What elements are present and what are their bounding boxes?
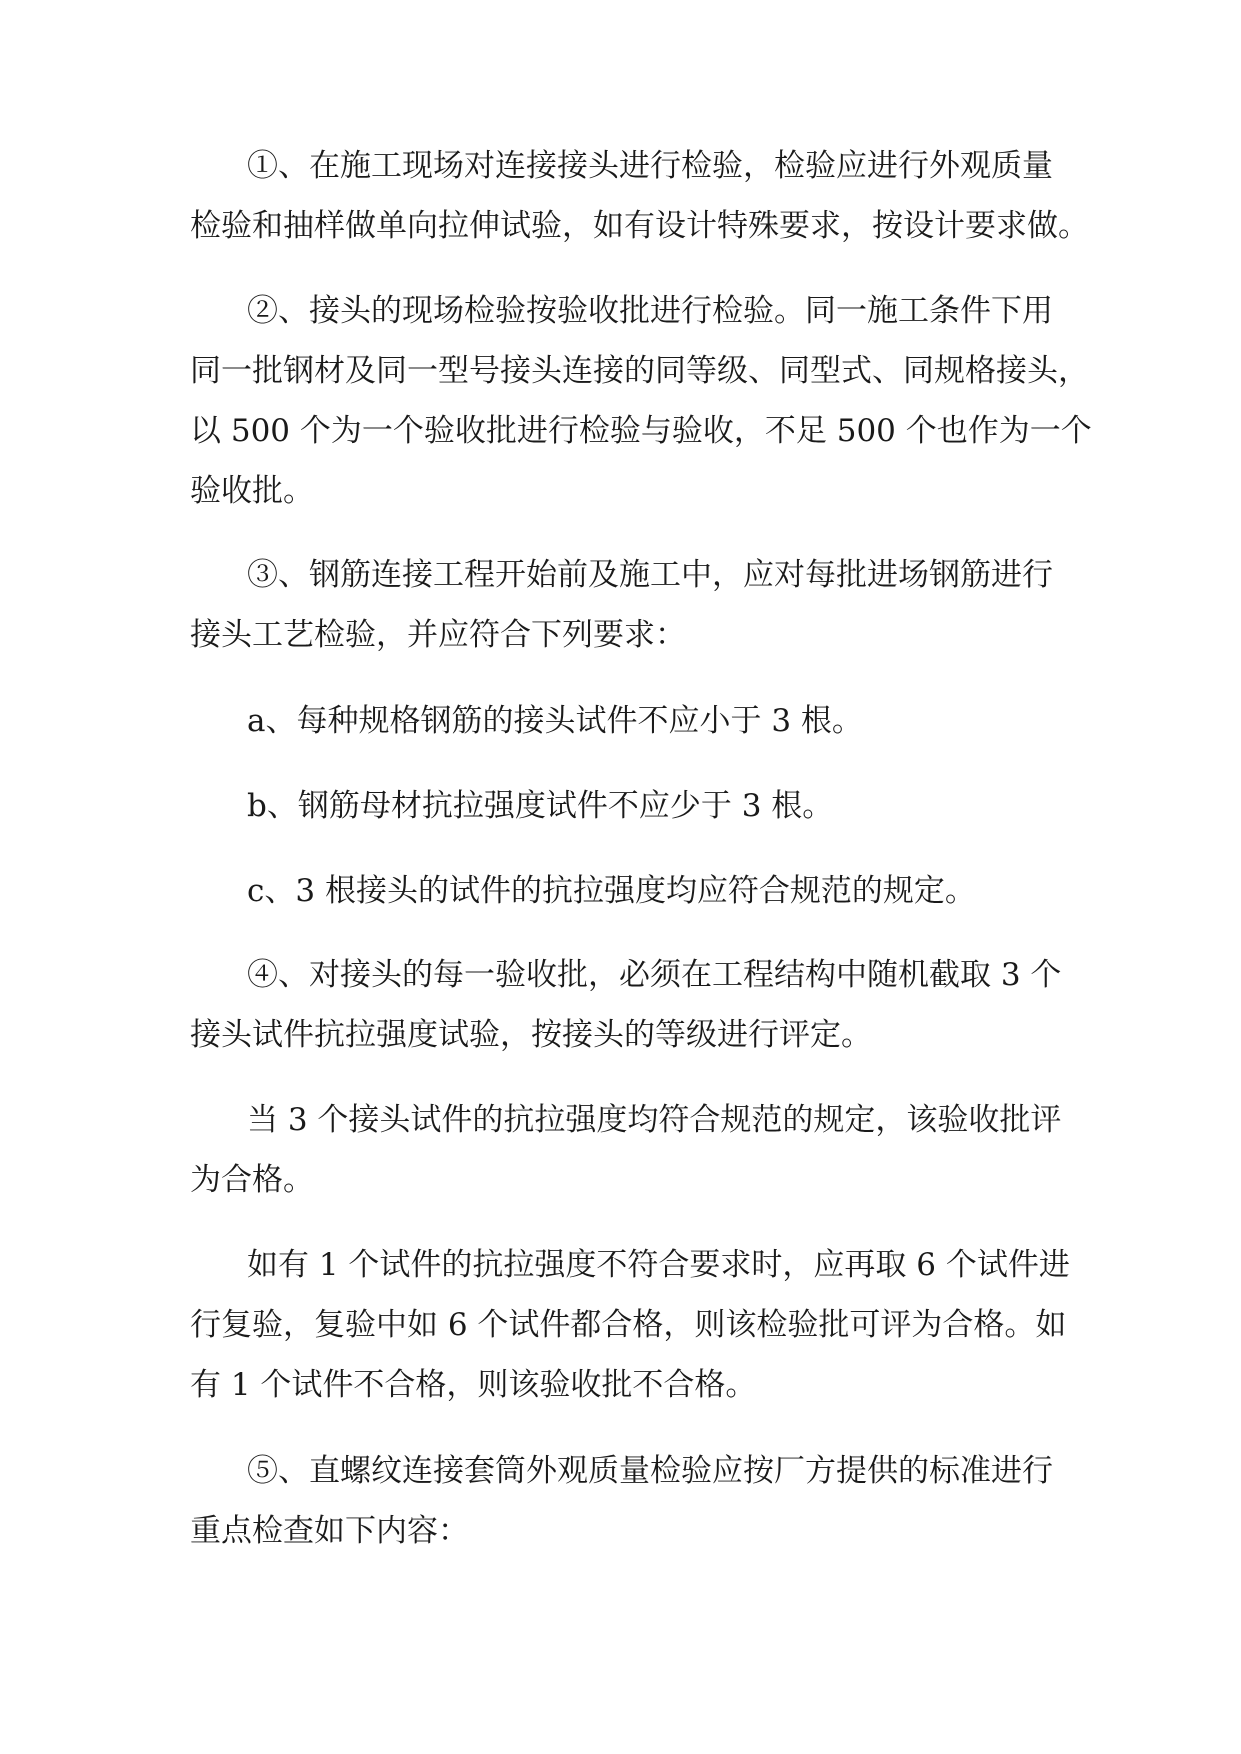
text-line: ⑤、直螺纹连接套筒外观质量检验应按厂方提供的标准进行: [247, 1453, 1053, 1489]
text-line: 行复验，复验中如 6 个试件都合格，则该检验批可评为合格。如: [190, 1307, 1067, 1343]
text-line: 如有 1 个试件的抗拉强度不符合要求时，应再取 6 个试件进: [247, 1247, 1070, 1283]
list-item: a、每种规格钢筋的接头试件不应小于 3 根。: [247, 703, 863, 739]
text-line: 有 1 个试件不合格，则该验收批不合格。: [190, 1367, 757, 1403]
text-line: 当 3 个接头试件的抗拉强度均符合规范的规定，该验收批评: [247, 1102, 1062, 1138]
text-line: 检验和抽样做单向拉伸试验，如有设计特殊要求，按设计要求做。: [190, 208, 1089, 244]
text-line: ②、接头的现场检验按验收批进行检验。同一施工条件下用: [247, 293, 1053, 329]
text-line: ④、对接头的每一验收批，必须在工程结构中随机截取 3 个: [247, 957, 1062, 993]
text-line: ③、钢筋连接工程开始前及施工中，应对每批进场钢筋进行: [247, 557, 1053, 593]
text-line: ①、在施工现场对连接接头进行检验，检验应进行外观质量: [247, 148, 1053, 184]
text-line: 为合格。: [190, 1162, 314, 1198]
text-line: 以 500 个为一个验收批进行检验与验收，不足 500 个也作为一个: [190, 413, 1092, 449]
text-line: 接头工艺检验，并应符合下列要求：: [190, 617, 686, 653]
list-item: c、3 根接头的试件的抗拉强度均应符合规范的规定。: [247, 873, 976, 909]
text-line: 同一批钢材及同一型号接头连接的同等级、同型式、同规格接头，: [190, 353, 1089, 389]
text-line: 接头试件抗拉强度试验，按接头的等级进行评定。: [190, 1017, 872, 1053]
text-line: 验收批。: [190, 473, 314, 509]
list-item: b、钢筋母材抗拉强度试件不应少于 3 根。: [247, 788, 834, 824]
text-line: 重点检查如下内容：: [190, 1513, 469, 1549]
